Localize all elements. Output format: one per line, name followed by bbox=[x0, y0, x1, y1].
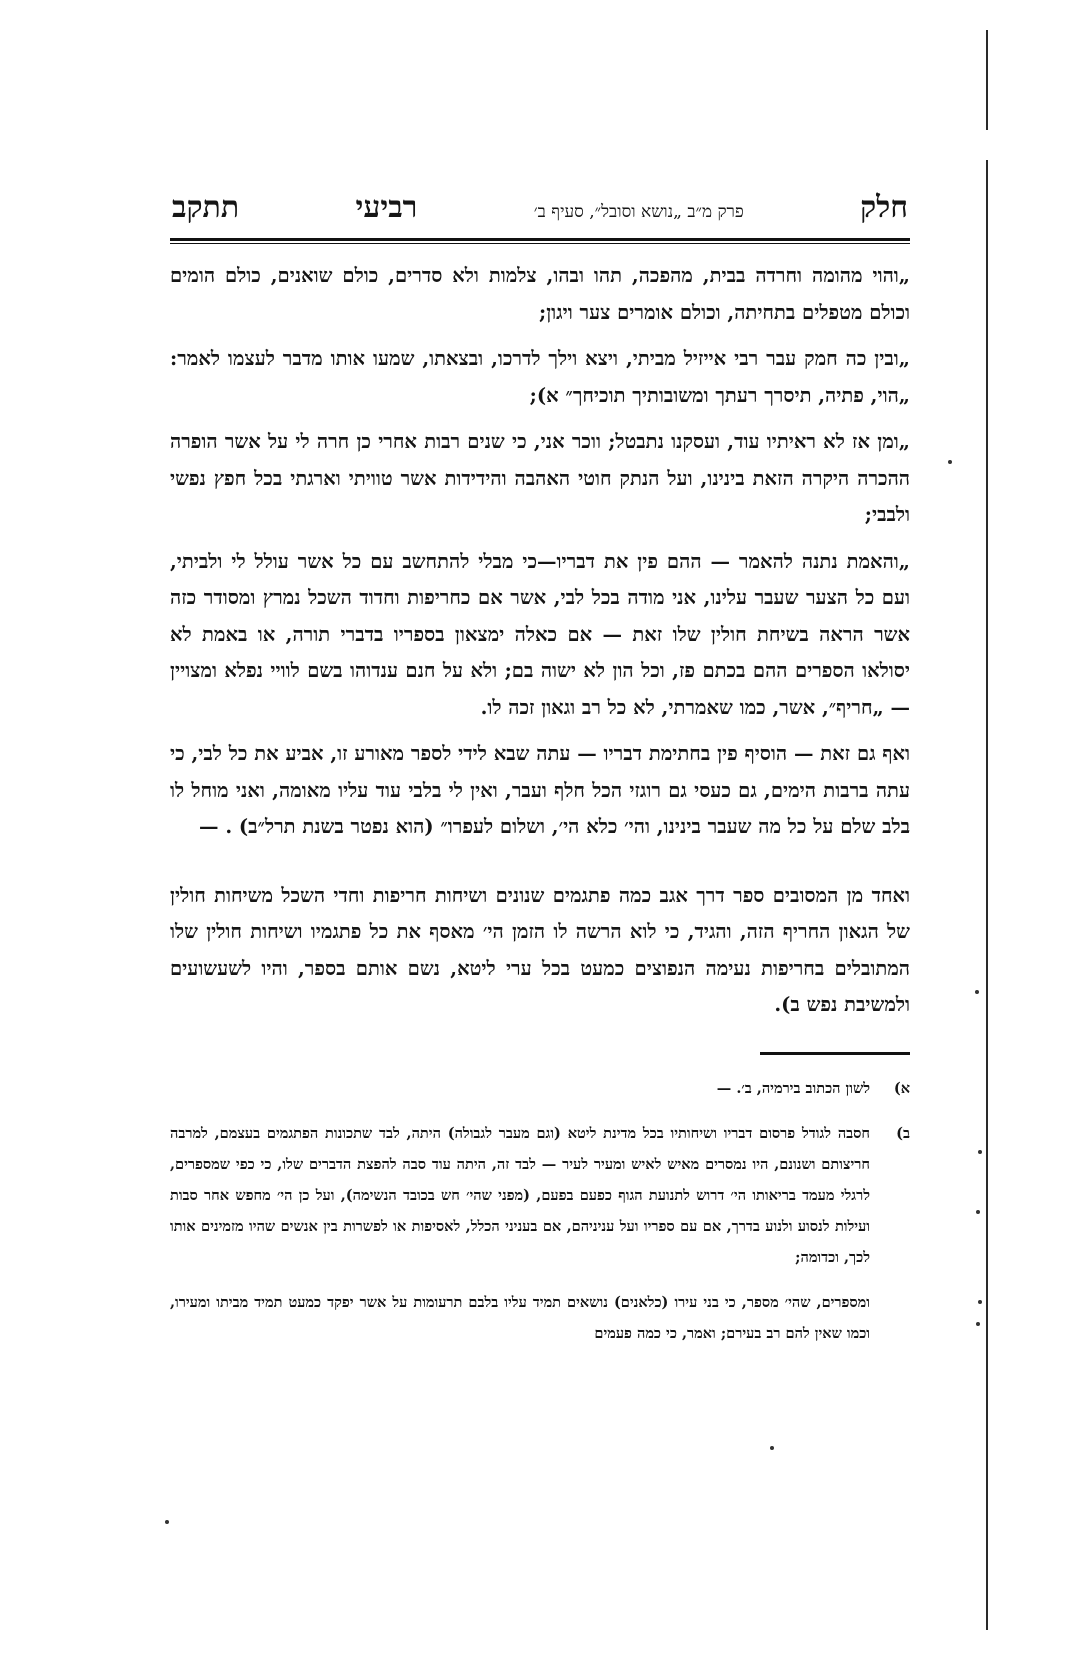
speck bbox=[978, 1300, 982, 1304]
footnote-rule bbox=[760, 1052, 910, 1055]
header-volume: רביעי bbox=[355, 190, 418, 225]
speck bbox=[165, 1520, 169, 1524]
footnote bbox=[170, 1073, 910, 1104]
paragraph: „ובין כה חמק עבר רבי אייזיל מביתי, ויצא וילך לדרכו, ובצאתו, שמעו אותו מדבר לעצמו לאמר: „הוי, פתיה, תיסרך רעתך ומשובותיך תוכיחך״ א); bbox=[170, 347, 910, 407]
header-rule bbox=[170, 238, 910, 241]
speck bbox=[976, 1210, 980, 1214]
header-page-number: תתקב bbox=[172, 190, 240, 225]
speck bbox=[976, 1322, 980, 1326]
header-part: חלק bbox=[860, 190, 908, 225]
page-edge-line-top bbox=[986, 30, 988, 130]
header-rule-thin bbox=[170, 243, 910, 244]
speck bbox=[978, 1150, 982, 1154]
book-page bbox=[170, 190, 910, 1349]
footnote-mark: ב) bbox=[896, 1124, 910, 1142]
running-header bbox=[170, 190, 910, 234]
speck bbox=[770, 1446, 774, 1450]
paragraph: ואף גם זאת — הוסיף פין בחתימת דבריו — עתה שבא לידי לספר מאורע זו, אביע את כל לבי, כי עתה ברבות הימים, גם כעסי גם רוגזי הכל חלף ועבר, ואין לי בלבי עוד עליו מאומה, ואני מוחל לו בלב שלם על כל מה שעבר בינינו, והי׳ כלא הי׳, ושלום לעפרו״ (הוא נפטר בשנת תרל״ב) . — bbox=[170, 742, 910, 838]
speck bbox=[948, 460, 952, 464]
footnote bbox=[170, 1118, 910, 1273]
paragraph: „והאמת נתנה להאמר — ההם פין את דבריו—כי מבלי להתחשב עם כל אשר עולל לי ולביתי, ועם כל הצער שעבר עלינו, אני מודה בכל לבי, אשר אם כחריפות וחדוד השכל נמרץ ומסודר כזה אשר הראה בשיחת חולין שלו זאת — אם כאלה ימצאון בספריו בדברי תורה, או באמת לא יסולאו הספרים ההם בכתם פז, וכל הון לא ישוה בם; ולא על חנם ענדוהו בשם לוויי נפלא ומצויין — „חריף״, אשר, כמו שאמרתי, לא כל רב וגאון זכה לו. bbox=[170, 549, 910, 719]
header-section: פרק מ״ב „נושא וסובל״, סעיף ב׳ bbox=[533, 202, 744, 222]
footnote-continuation: ומספרים, שהי׳ מספר, כי בני עירו (כלאנים) נושאים תמיד עליו בלבם תרעומות על אשר יפקד כמעט תמיד מביתו ומעירו, וכמו שאין להם רב בעירם; ואמר, כי כמה פעמים bbox=[170, 1293, 870, 1342]
page-edge-line bbox=[986, 160, 988, 1630]
paragraph: „ומן אז לא ראיתיו עוד, ועסקנו נתבטל; ווכר אני, כי שנים רבות אחרי כן חרה לי על אשר הופרה ההכרה היקרה הזאת בינינו, ועל הנתק חוטי האהבה והידידות אשר טוויתי וארגתי בכל חפץ נפשי ולבבי; bbox=[170, 430, 910, 526]
speck bbox=[975, 990, 979, 994]
paragraph: ואחד מן המסובים ספר דרך אגב כמה פתגמים שנונים ושיחות חריפות וחדי השכל משיחות חולין של הגאון החריף הזה, והגיד, כי לוא הרשה לו הזמן הי׳ מאסף את כל פתגמיו ושיחות חולין שלו המתובלים בחריפות נעימה הנפוצים כמעט בכל ערי ליטא, נשם אותם בספר, והיו לשעשועים ולמשיבת נפש ב). bbox=[170, 883, 910, 1016]
footnote-text: חסבה לגודל פרסום דבריו ושיחותיו בכל מדינת ליטא (וגם מעבר לגבולה) היתה, לבד שתכונות הפתגמים בעצמם, למרבה חריצותם ושנונם, היו נמסרים מאיש לאיש ומעיר לעיר — לבד זה, היתה עוד סבה להפצת הדברים שלו, כי כפי שמספרים, לרגלי מעמד בריאותו הי׳ דרוש לתנועת הגוף כפעם בפעם, (מפני שהי׳ חש בכובד הנשימה), ועל כן הי׳ מחפש אחר סבות ועילות לנסוע ולנוע בדרך, אם עם ספריו ועל עניניהם, אם בעניני הכלל, לאסיפות או לפשרות בין אנשים שהיו מזמינים אותו לכך, וכדומה; bbox=[170, 1124, 870, 1266]
paragraph: „והוי מהומה וחרדה בבית, מהפכה, תהו ובהו, צלמות ולא סדרים, כולם שואנים, כולם הומים וכולם מטפלים בתחיתה, וכולם אומרים צער ויגון; bbox=[170, 264, 910, 324]
footnote-text: לשון הכתוב בירמיה, ב׳. — bbox=[716, 1079, 870, 1097]
footnote-mark: א) bbox=[893, 1079, 910, 1097]
